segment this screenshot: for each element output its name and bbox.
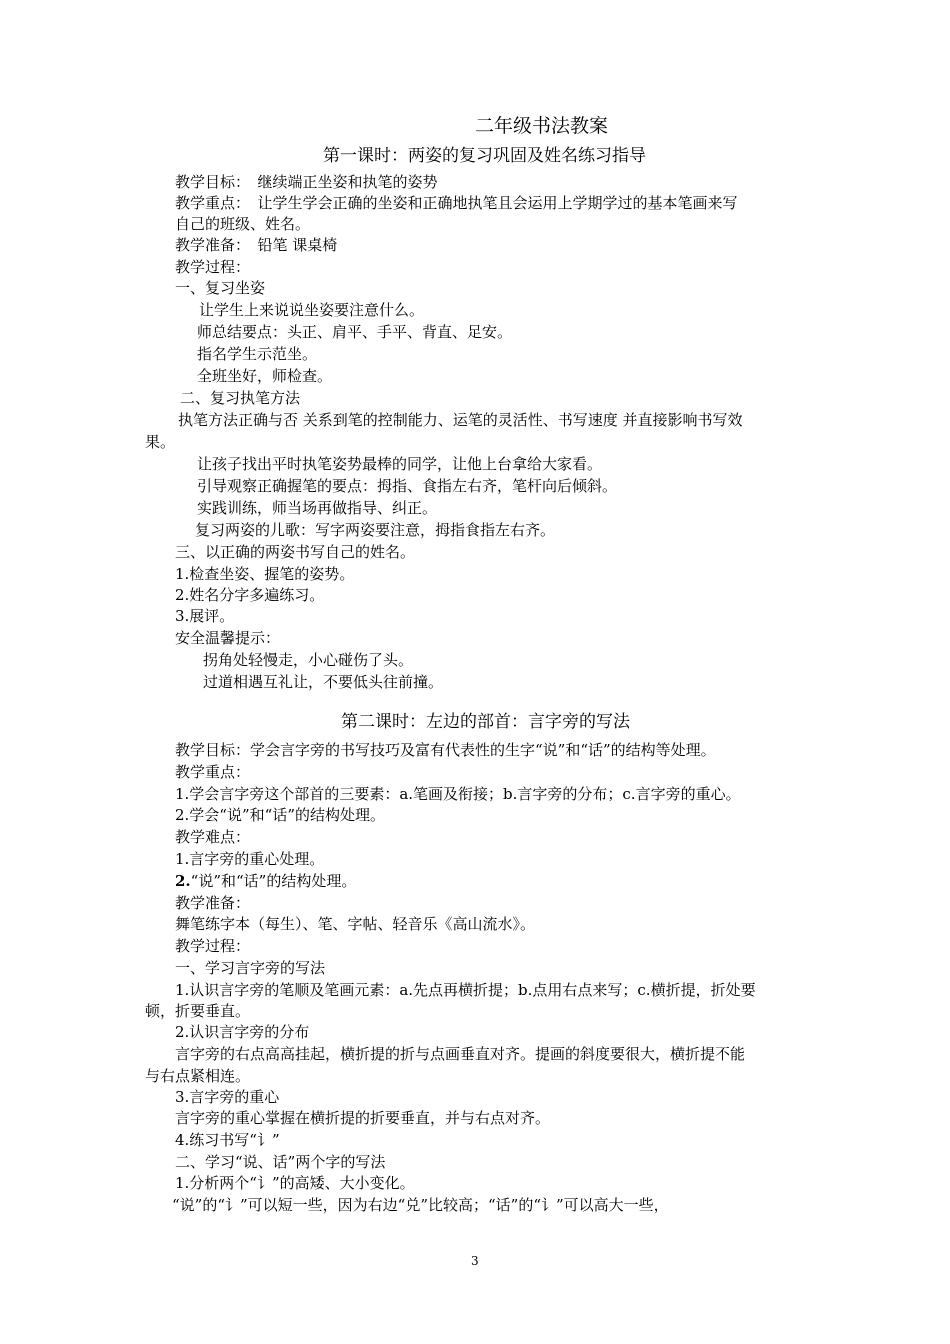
lesson2-part2-item1: 1.分析两个“讠”的高矮、大小变化。 (175, 1174, 415, 1192)
lesson1-section3-item: 3.展评。 (175, 607, 235, 625)
lesson2-goal: 教学目标：学会言字旁的书写技巧及富有代表性的生字“说”和“话”的结构等处理。 (175, 741, 716, 759)
lesson1-focus-line1: 教学重点： 让学生学会正确的坐姿和正确地执笔且会运用上学期学过的基本笔画来写 (175, 194, 738, 212)
lesson2-focus-item: 1.学会言字旁这个部首的三要素：a.笔画及衔接；b.言字旁的分布；c.言字旁的重心。 (175, 785, 741, 803)
lesson2-focus: 教学重点： (175, 763, 251, 781)
lesson1-section1: 一、复习坐姿 (175, 279, 266, 297)
lesson1-section1-item: 让学生上来说说坐姿要注意什么。 (199, 301, 425, 319)
lesson2-heading: 第二课时：左边的部首：言字旁的写法 (341, 712, 630, 732)
lesson1-section1-item: 全班坐好，师检查。 (197, 367, 333, 385)
lesson1-process: 教学过程： (175, 258, 251, 276)
lesson2-difficulty-item (175, 871, 356, 891)
lesson1-section3-item: 1.检查坐姿、握笔的姿势。 (175, 565, 355, 583)
lesson2-difficulty: 教学难点： (175, 828, 251, 846)
safety-tips-heading: 安全温馨提示： (175, 629, 281, 647)
lesson2-prep: 教学准备： (175, 894, 251, 912)
lesson2-part1-item1-line2: 顿，折要垂直。 (145, 1002, 251, 1020)
lesson2-part1-item3: 3.言字旁的重心 (175, 1088, 280, 1106)
safety-tip: 过道相遇互礼让，不要低头往前撞。 (203, 673, 444, 691)
lesson1-section1-item: 指名学生示范坐。 (197, 345, 318, 363)
lesson2-part1-item2-line1: 言字旁的右点高高挂起，横折提的折与点画垂直对齐。提画的斜度要很大，横折提不能 (175, 1045, 746, 1063)
lesson1-section1-item: 师总结要点：头正、肩平、手平、背直、足安。 (197, 323, 513, 341)
lesson1-section3: 三、以正确的两姿书写自己的姓名。 (175, 543, 416, 561)
lesson2-part1-item4: 4.练习书写“讠” (175, 1131, 280, 1149)
lesson2-difficulty-item: 1.言字旁的重心处理。 (175, 850, 325, 868)
lesson2-process: 教学过程： (175, 937, 251, 955)
lesson1-section2-item: 引导观察正确握笔的要点：拇指、食指左右齐，笔杆向后倾斜。 (197, 477, 618, 495)
lesson1-section2: 二、复习执笔方法 (180, 389, 301, 407)
lesson1-goal: 教学目标： 继续端正坐姿和执笔的姿势 (175, 173, 438, 191)
lesson1-section2-item: 让孩子找出平时执笔姿势最棒的同学，让他上台拿给大家看。 (197, 455, 603, 473)
lesson2-part1: 一、学习言字旁的写法 (175, 959, 326, 977)
lesson1-section2-para-line1: 执笔方法正确与否 关系到笔的控制能力、运笔的灵活性、书写速度 并直接影响书写效 (178, 411, 743, 429)
item-number: 2. (175, 872, 191, 890)
lesson2-prep-item: 舞笔练字本（每生）、笔、字帖、轻音乐《高山流水》。 (175, 915, 536, 933)
lesson2-focus-item: 2.学会“说”和“话”的结构处理。 (175, 806, 385, 824)
lesson2-part1-item2: 2.认识言字旁的分布 (175, 1023, 310, 1041)
lesson1-section2-para-line2: 果。 (145, 433, 176, 451)
page-number: 3 (471, 1254, 479, 1268)
lesson1-section2-item: 复习两姿的儿歌：写字两姿要注意，拇指食指左右齐。 (195, 521, 556, 539)
safety-tip: 拐角处轻慢走，小心碰伤了头。 (203, 651, 414, 669)
lesson2-part1-item1-line1: 1.认识言字旁的笔顺及笔画元素：a.先点再横折提；b.点用右点来写；c.横折提，折处要 (175, 981, 756, 999)
lesson1-section3-item: 2.姓名分字多遍练习。 (175, 586, 325, 604)
lesson1-focus-line2: 自己的班级、姓名。 (175, 215, 311, 233)
lesson2-part1-item3-text: 言字旁的重心掌握在横折提的折要垂直，并与右点对齐。 (175, 1109, 551, 1127)
item-text: “说”和“话”的结构处理。 (190, 872, 357, 890)
lesson1-heading: 第一课时：两姿的复习巩固及姓名练习指导 (323, 146, 646, 166)
lesson2-part1-item2-line2: 与右点紧相连。 (145, 1067, 251, 1085)
lesson2-part2-item2: “说”的“讠”可以短一些，因为右边“兑”比较高；“话”的“讠”可以高大一些， (172, 1196, 669, 1214)
lesson1-prep: 教学准备： 铅笔 课桌椅 (175, 236, 338, 254)
lesson2-part2: 二、学习“说、话”两个字的写法 (175, 1153, 386, 1171)
lesson1-section2-item: 实践训练，师当场再做指导、纠正。 (197, 499, 438, 517)
document-title: 二年级书法教案 (475, 115, 609, 137)
